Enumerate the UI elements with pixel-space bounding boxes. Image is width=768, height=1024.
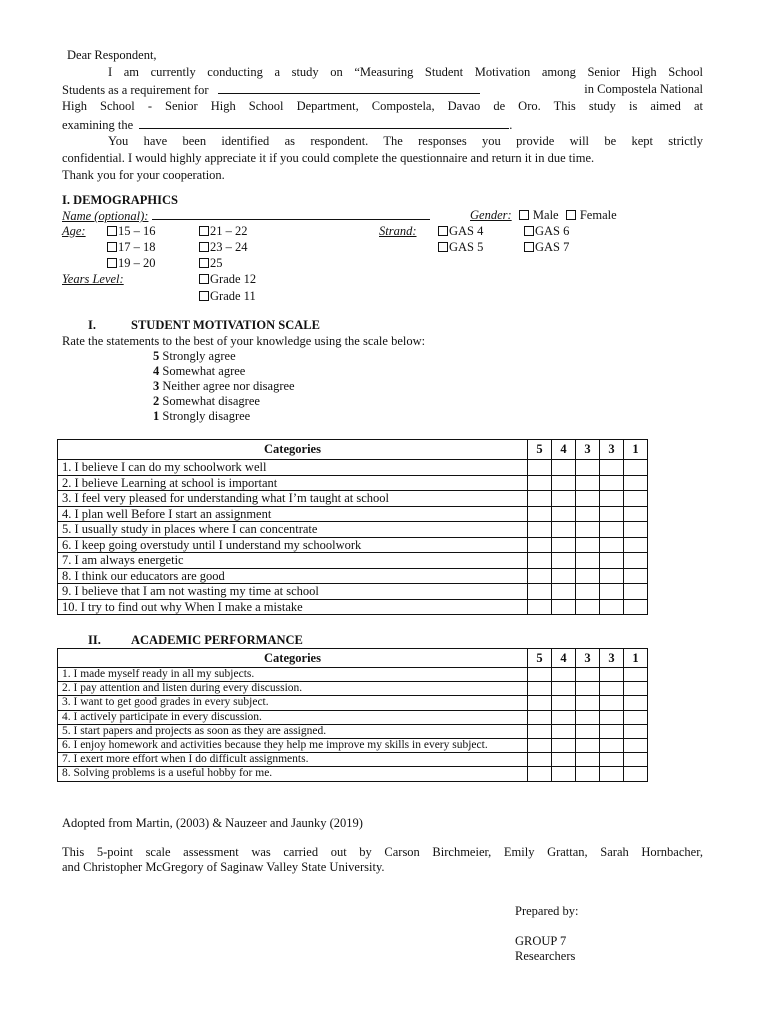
statement-text: 5. I start papers and projects as soon as they are assigned. <box>58 724 528 738</box>
age-checkbox[interactable] <box>199 226 209 236</box>
table-row <box>58 584 648 600</box>
rating-cell[interactable] <box>624 767 648 781</box>
name-row <box>62 208 430 224</box>
rating-cell[interactable] <box>600 522 624 538</box>
name-field[interactable] <box>152 208 430 220</box>
researchers-label: Researchers <box>515 949 576 963</box>
age-checkbox[interactable] <box>107 226 117 236</box>
rating-cell[interactable] <box>576 522 600 538</box>
age-option-label: 19 – 20 <box>118 256 156 270</box>
score-header: 5 <box>528 649 552 668</box>
rating-cell[interactable] <box>624 738 648 752</box>
rating-cell[interactable] <box>552 668 576 682</box>
rating-cell[interactable] <box>576 682 600 696</box>
age-label: Age: <box>62 224 86 238</box>
table-header-row <box>58 649 648 668</box>
intro-line-2-start: Students as a requirement for <box>62 83 209 97</box>
rating-cell[interactable] <box>528 696 552 710</box>
strand-option-label: GAS 7 <box>535 240 570 254</box>
scale-number: 3 <box>153 379 160 393</box>
rating-cell[interactable] <box>552 710 576 724</box>
strand-checkbox[interactable] <box>438 242 448 252</box>
rating-cell[interactable] <box>624 753 648 767</box>
table-row <box>58 506 648 522</box>
rating-cell[interactable] <box>624 710 648 724</box>
table-row <box>58 710 648 724</box>
rating-cell[interactable] <box>624 475 648 491</box>
rating-cell[interactable] <box>624 506 648 522</box>
table-row <box>58 696 648 710</box>
prepared-by: Prepared by: <box>515 904 579 918</box>
statement-text: 5. I usually study in places where I can concentrate <box>58 522 528 538</box>
statement-text: 4. I plan well Before I start an assignment <box>58 506 528 522</box>
rating-cell[interactable] <box>576 668 600 682</box>
categories-header: Categories <box>58 649 528 668</box>
rating-cell[interactable] <box>624 724 648 738</box>
grade-11-option[interactable] <box>199 289 256 304</box>
rating-cell[interactable] <box>528 767 552 781</box>
rating-cell[interactable] <box>600 568 624 584</box>
strand-option-label: GAS 4 <box>449 224 484 238</box>
rating-cell[interactable] <box>528 584 552 600</box>
rating-cell[interactable] <box>552 724 576 738</box>
score-header: 1 <box>624 440 648 460</box>
rating-cell[interactable] <box>624 599 648 615</box>
age-checkbox[interactable] <box>199 242 209 252</box>
age-checkbox[interactable] <box>107 242 117 252</box>
confidential-line-1: You have been identified as respondent. The responses you provide will be kept strictly <box>108 134 703 148</box>
table-row <box>58 568 648 584</box>
score-header: 3 <box>600 649 624 668</box>
age-option-21-22[interactable] <box>199 224 248 239</box>
rating-cell[interactable] <box>600 682 624 696</box>
strand-option-gas-5[interactable] <box>438 240 483 255</box>
scale-text: Strongly agree <box>162 349 236 363</box>
scale-text: Somewhat disagree <box>162 394 260 408</box>
strand-checkbox[interactable] <box>524 226 534 236</box>
rating-cell[interactable] <box>576 738 600 752</box>
rating-cell[interactable] <box>600 599 624 615</box>
score-header: 3 <box>576 440 600 460</box>
rating-cell[interactable] <box>624 584 648 600</box>
table-row <box>58 767 648 781</box>
examining-blank <box>139 117 509 129</box>
rating-cell[interactable] <box>576 599 600 615</box>
rating-cell[interactable] <box>552 491 576 507</box>
motivation-numeral: I. <box>88 318 96 332</box>
rating-cell[interactable] <box>600 668 624 682</box>
grade-option-label: Grade 12 <box>210 272 257 286</box>
age-option-19-20[interactable] <box>107 256 156 271</box>
scale-text: Strongly disagree <box>162 409 251 423</box>
table-row <box>58 553 648 569</box>
rating-cell[interactable] <box>624 568 648 584</box>
gender-row <box>470 208 617 223</box>
statement-text: 4. I actively participate in every discussion. <box>58 710 528 724</box>
rating-cell[interactable] <box>576 491 600 507</box>
statement-text: 6. I enjoy homework and activities because they help me improve my skills in every subject. <box>58 738 528 752</box>
table-row <box>58 475 648 491</box>
male-checkbox[interactable] <box>519 210 529 220</box>
thank-you-line: Thank you for your cooperation. <box>62 168 225 182</box>
rating-cell[interactable] <box>552 460 576 476</box>
score-header: 5 <box>528 440 552 460</box>
rating-cell[interactable] <box>600 475 624 491</box>
age-option-label: 21 – 22 <box>210 224 248 238</box>
rating-cell[interactable] <box>552 599 576 615</box>
score-header: 4 <box>552 649 576 668</box>
rating-cell[interactable] <box>528 553 552 569</box>
credit-line-2: and Christopher McGregory of Saginaw Valley State University. <box>62 860 385 874</box>
rating-cell[interactable] <box>600 506 624 522</box>
rating-cell[interactable] <box>576 753 600 767</box>
rating-cell[interactable] <box>600 724 624 738</box>
rating-cell[interactable] <box>528 682 552 696</box>
scale-item <box>153 379 295 394</box>
rating-cell[interactable] <box>576 724 600 738</box>
rating-cell[interactable] <box>624 491 648 507</box>
statement-text: 1. I believe I can do my schoolwork well <box>58 460 528 476</box>
age-option-label: 23 – 24 <box>210 240 248 254</box>
table-row <box>58 682 648 696</box>
age-option-25[interactable] <box>199 256 223 271</box>
rating-cell[interactable] <box>528 710 552 724</box>
rating-cell[interactable] <box>552 584 576 600</box>
group-name: GROUP 7 <box>515 934 567 948</box>
table-row <box>58 753 648 767</box>
rating-cell[interactable] <box>576 506 600 522</box>
score-header: 3 <box>600 440 624 460</box>
rating-cell[interactable] <box>552 522 576 538</box>
rating-cell[interactable] <box>552 475 576 491</box>
strand-option-label: GAS 5 <box>449 240 484 254</box>
age-option-label: 25 <box>210 256 223 270</box>
table-row <box>58 460 648 476</box>
academic-table <box>57 648 648 782</box>
statement-text: 1. I made myself ready in all my subjects. <box>58 668 528 682</box>
rating-cell[interactable] <box>576 537 600 553</box>
grade-checkbox[interactable] <box>199 291 209 301</box>
scale-item <box>153 394 260 409</box>
rating-cell[interactable] <box>528 460 552 476</box>
scale-number: 1 <box>153 409 160 423</box>
table-row <box>58 668 648 682</box>
motivation-table <box>57 439 648 615</box>
academic-heading: ACADEMIC PERFORMANCE <box>131 633 303 647</box>
statement-text: 8. I think our educators are good <box>58 568 528 584</box>
female-option-label: Female <box>579 208 617 222</box>
rating-cell[interactable] <box>600 460 624 476</box>
age-checkbox[interactable] <box>199 258 209 268</box>
rating-cell[interactable] <box>624 696 648 710</box>
rating-cell[interactable] <box>552 738 576 752</box>
rating-cell[interactable] <box>600 491 624 507</box>
intro-line-4 <box>62 117 512 133</box>
demographics-heading: I. DEMOGRAPHICS <box>62 193 178 207</box>
statement-text: 6. I keep going overstudy until I understand my schoolwork <box>58 537 528 553</box>
strand-option-gas-6[interactable] <box>524 224 569 239</box>
scale-number: 2 <box>153 394 160 408</box>
intro-line-3: High School - Senior High School Department, Compostela, Davao de Oro. This study is aimed at <box>62 99 703 113</box>
table-row <box>58 724 648 738</box>
grade-12-option[interactable] <box>199 272 256 287</box>
female-checkbox[interactable] <box>566 210 576 220</box>
intro-line-4-end: . <box>509 118 513 132</box>
grade-checkbox[interactable] <box>199 274 209 284</box>
statement-text: 9. I believe that I am not wasting my time at school <box>58 584 528 600</box>
name-label: Name (optional): <box>62 209 149 223</box>
intro-line-2 <box>62 82 703 98</box>
rating-cell[interactable] <box>528 568 552 584</box>
table-row <box>58 738 648 752</box>
rating-cell[interactable] <box>528 724 552 738</box>
strand-option-label: GAS 6 <box>535 224 570 238</box>
rating-cell[interactable] <box>600 537 624 553</box>
rating-cell[interactable] <box>576 568 600 584</box>
rating-instruction: Rate the statements to the best of your knowledge using the scale below: <box>62 334 426 348</box>
scale-text: Neither agree nor disagree <box>162 379 295 393</box>
credit-line-1: This 5-point scale assessment was carried out by Carson Birchmeier, Emily Grattan, Sarah Hornbacher, <box>62 845 703 859</box>
years-level-label: Years Level: <box>62 272 124 286</box>
table-header-row <box>58 440 648 460</box>
rating-cell[interactable] <box>624 537 648 553</box>
confidential-line-2: confidential. I would highly appreciate it if you could complete the questionnaire and return it in due time. <box>62 151 595 165</box>
rating-cell[interactable] <box>552 553 576 569</box>
academic-numeral: II. <box>88 633 101 647</box>
intro-line-1: I am currently conducting a study on “Measuring Student Motivation among Senior High School <box>108 65 703 79</box>
requirement-blank <box>218 82 480 94</box>
male-option-label: Male <box>532 208 559 222</box>
age-option-23-24[interactable] <box>199 240 248 255</box>
strand-checkbox[interactable] <box>524 242 534 252</box>
strand-option-gas-4[interactable] <box>438 224 483 239</box>
rating-cell[interactable] <box>552 696 576 710</box>
statement-text: 7. I am always energetic <box>58 553 528 569</box>
rating-cell[interactable] <box>576 767 600 781</box>
rating-cell[interactable] <box>600 738 624 752</box>
age-option-label: 15 – 16 <box>118 224 156 238</box>
rating-cell[interactable] <box>600 710 624 724</box>
rating-cell[interactable] <box>600 553 624 569</box>
grade-option-label: Grade 11 <box>210 289 256 303</box>
scale-item <box>153 349 236 364</box>
score-header: 4 <box>552 440 576 460</box>
statement-text: 3. I want to get good grades in every subject. <box>58 696 528 710</box>
intro-line-2-end: in Compostela National <box>584 82 703 96</box>
rating-cell[interactable] <box>552 568 576 584</box>
rating-cell[interactable] <box>552 767 576 781</box>
rating-cell[interactable] <box>576 460 600 476</box>
rating-cell[interactable] <box>528 491 552 507</box>
rating-cell[interactable] <box>528 537 552 553</box>
age-option-label: 17 – 18 <box>118 240 156 254</box>
categories-header: Categories <box>58 440 528 460</box>
strand-option-gas-7[interactable] <box>524 240 569 255</box>
rating-cell[interactable] <box>624 460 648 476</box>
statement-text: 7. I exert more effort when I do difficult assignments. <box>58 753 528 767</box>
scale-number: 5 <box>153 349 160 363</box>
rating-cell[interactable] <box>528 668 552 682</box>
rating-cell[interactable] <box>624 668 648 682</box>
rating-cell[interactable] <box>528 506 552 522</box>
rating-cell[interactable] <box>552 753 576 767</box>
rating-cell[interactable] <box>576 475 600 491</box>
table-row <box>58 491 648 507</box>
statement-text: 3. I feel very pleased for understanding what I’m taught at school <box>58 491 528 507</box>
age-checkbox[interactable] <box>107 258 117 268</box>
rating-cell[interactable] <box>528 475 552 491</box>
rating-cell[interactable] <box>552 682 576 696</box>
rating-cell[interactable] <box>600 696 624 710</box>
scale-item <box>153 364 245 379</box>
rating-cell[interactable] <box>624 553 648 569</box>
table-row <box>58 599 648 615</box>
scale-item <box>153 409 250 424</box>
age-option-17-18[interactable] <box>107 240 156 255</box>
age-option-15-16[interactable] <box>107 224 156 239</box>
rating-cell[interactable] <box>624 682 648 696</box>
rating-cell[interactable] <box>600 767 624 781</box>
rating-cell[interactable] <box>576 553 600 569</box>
strand-checkbox[interactable] <box>438 226 448 236</box>
rating-cell[interactable] <box>576 710 600 724</box>
scale-number: 4 <box>153 364 160 378</box>
rating-cell[interactable] <box>600 584 624 600</box>
scale-text: Somewhat agree <box>162 364 246 378</box>
rating-cell[interactable] <box>576 696 600 710</box>
rating-cell[interactable] <box>528 738 552 752</box>
table-row <box>58 522 648 538</box>
rating-cell[interactable] <box>624 522 648 538</box>
statement-text: 10. I try to find out why When I make a mistake <box>58 599 528 615</box>
rating-cell[interactable] <box>528 599 552 615</box>
statement-text: 8. Solving problems is a useful hobby for me. <box>58 767 528 781</box>
rating-cell[interactable] <box>600 753 624 767</box>
adopted-source: Adopted from Martin, (2003) & Nauzeer and Jaunky (2019) <box>62 816 363 830</box>
statement-text: 2. I pay attention and listen during every discussion. <box>58 682 528 696</box>
motivation-heading: STUDENT MOTIVATION SCALE <box>131 318 320 332</box>
rating-cell[interactable] <box>552 506 576 522</box>
rating-cell[interactable] <box>528 522 552 538</box>
intro-line-4-start: examining the <box>62 118 134 132</box>
rating-cell[interactable] <box>528 753 552 767</box>
table-row <box>58 537 648 553</box>
rating-cell[interactable] <box>576 584 600 600</box>
gender-label: Gender: <box>470 208 512 222</box>
score-header: 1 <box>624 649 648 668</box>
statement-text: 2. I believe Learning at school is important <box>58 475 528 491</box>
strand-label: Strand: <box>379 224 417 238</box>
score-header: 3 <box>576 649 600 668</box>
salutation: Dear Respondent, <box>67 48 157 62</box>
rating-cell[interactable] <box>552 537 576 553</box>
